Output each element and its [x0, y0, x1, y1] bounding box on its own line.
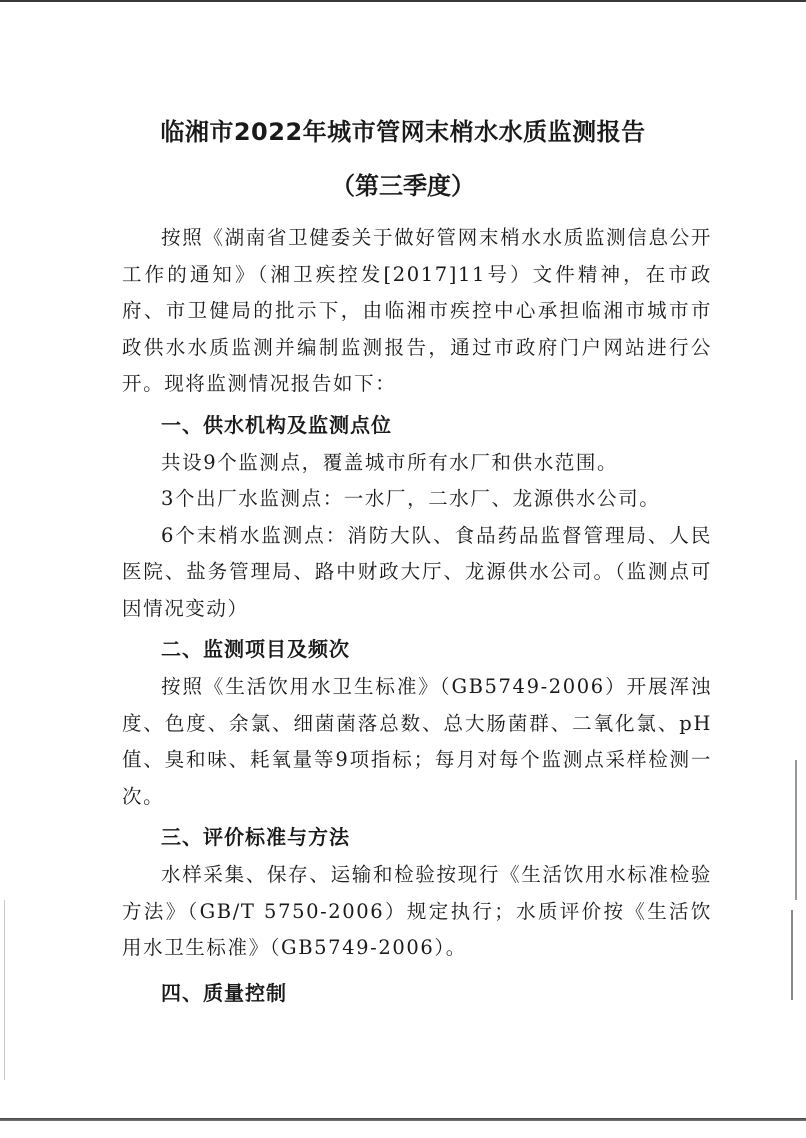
section-heading-2: 二、监测项目及频次 — [161, 637, 350, 661]
scan-edge-bottom — [0, 1118, 806, 1121]
section-1-paragraph-2: 3个出厂水监测点：一水厂，二水厂、龙源供水公司。 — [161, 487, 661, 510]
section-heading-4: 四、质量控制 — [161, 980, 287, 1005]
section-3-paragraph-1: 水样采集、保存、运输和检验按现行《生活饮用水标准检验方法》（GB/T 5750-2006）规定执行；水质评价按《生活饮用水卫生标准》（GB5749-2006）。 — [122, 863, 712, 959]
scan-mark-left — [4, 900, 5, 1080]
intro-paragraph: 按照《湖南省卫健委关于做好管网末梢水水质监测信息公开工作的通知》（湘卫疾控发[2017]11号）文件精神，在市政府、市卫健局的批示下，由临湘市疾控中心承担临湘市城市市政供水水质监测并编制监测报告，通过市政府门户网站进行公开。现将监测情况报告如下： — [122, 226, 712, 395]
section-heading-1: 一、供水机构及监测点位 — [161, 412, 392, 437]
scan-edge-top — [0, 0, 806, 2]
section-1-paragraph-3: 6个末梢水监测点：消防大队、食品药品监督管理局、人民医院、盐务管理局、路中财政大厅、龙源供水公司。（监测点可因情况变动） — [122, 523, 712, 620]
report-title: 临湘市2022年城市管网末梢水水质监测报告 — [160, 118, 646, 146]
report-subtitle: （第三季度） — [331, 172, 475, 200]
scan-mark-right-lower — [791, 910, 793, 1000]
section-heading-3: 三、评价标准与方法 — [161, 825, 350, 849]
scan-mark-right — [795, 760, 797, 900]
section-1-paragraph-1: 共设9个监测点，覆盖城市所有水厂和供水范围。 — [161, 450, 619, 474]
report-body — [122, 220, 712, 1013]
section-2-paragraph-1: 按照《生活饮用水卫生标准》（GB5749-2006）开展浑浊度、色度、余氯、细菌菌落总数、总大肠菌群、二氧化氯、pH值、臭和味、耗氧量等9项指标；每月对每个监测点采样检测一次。 — [122, 675, 712, 808]
